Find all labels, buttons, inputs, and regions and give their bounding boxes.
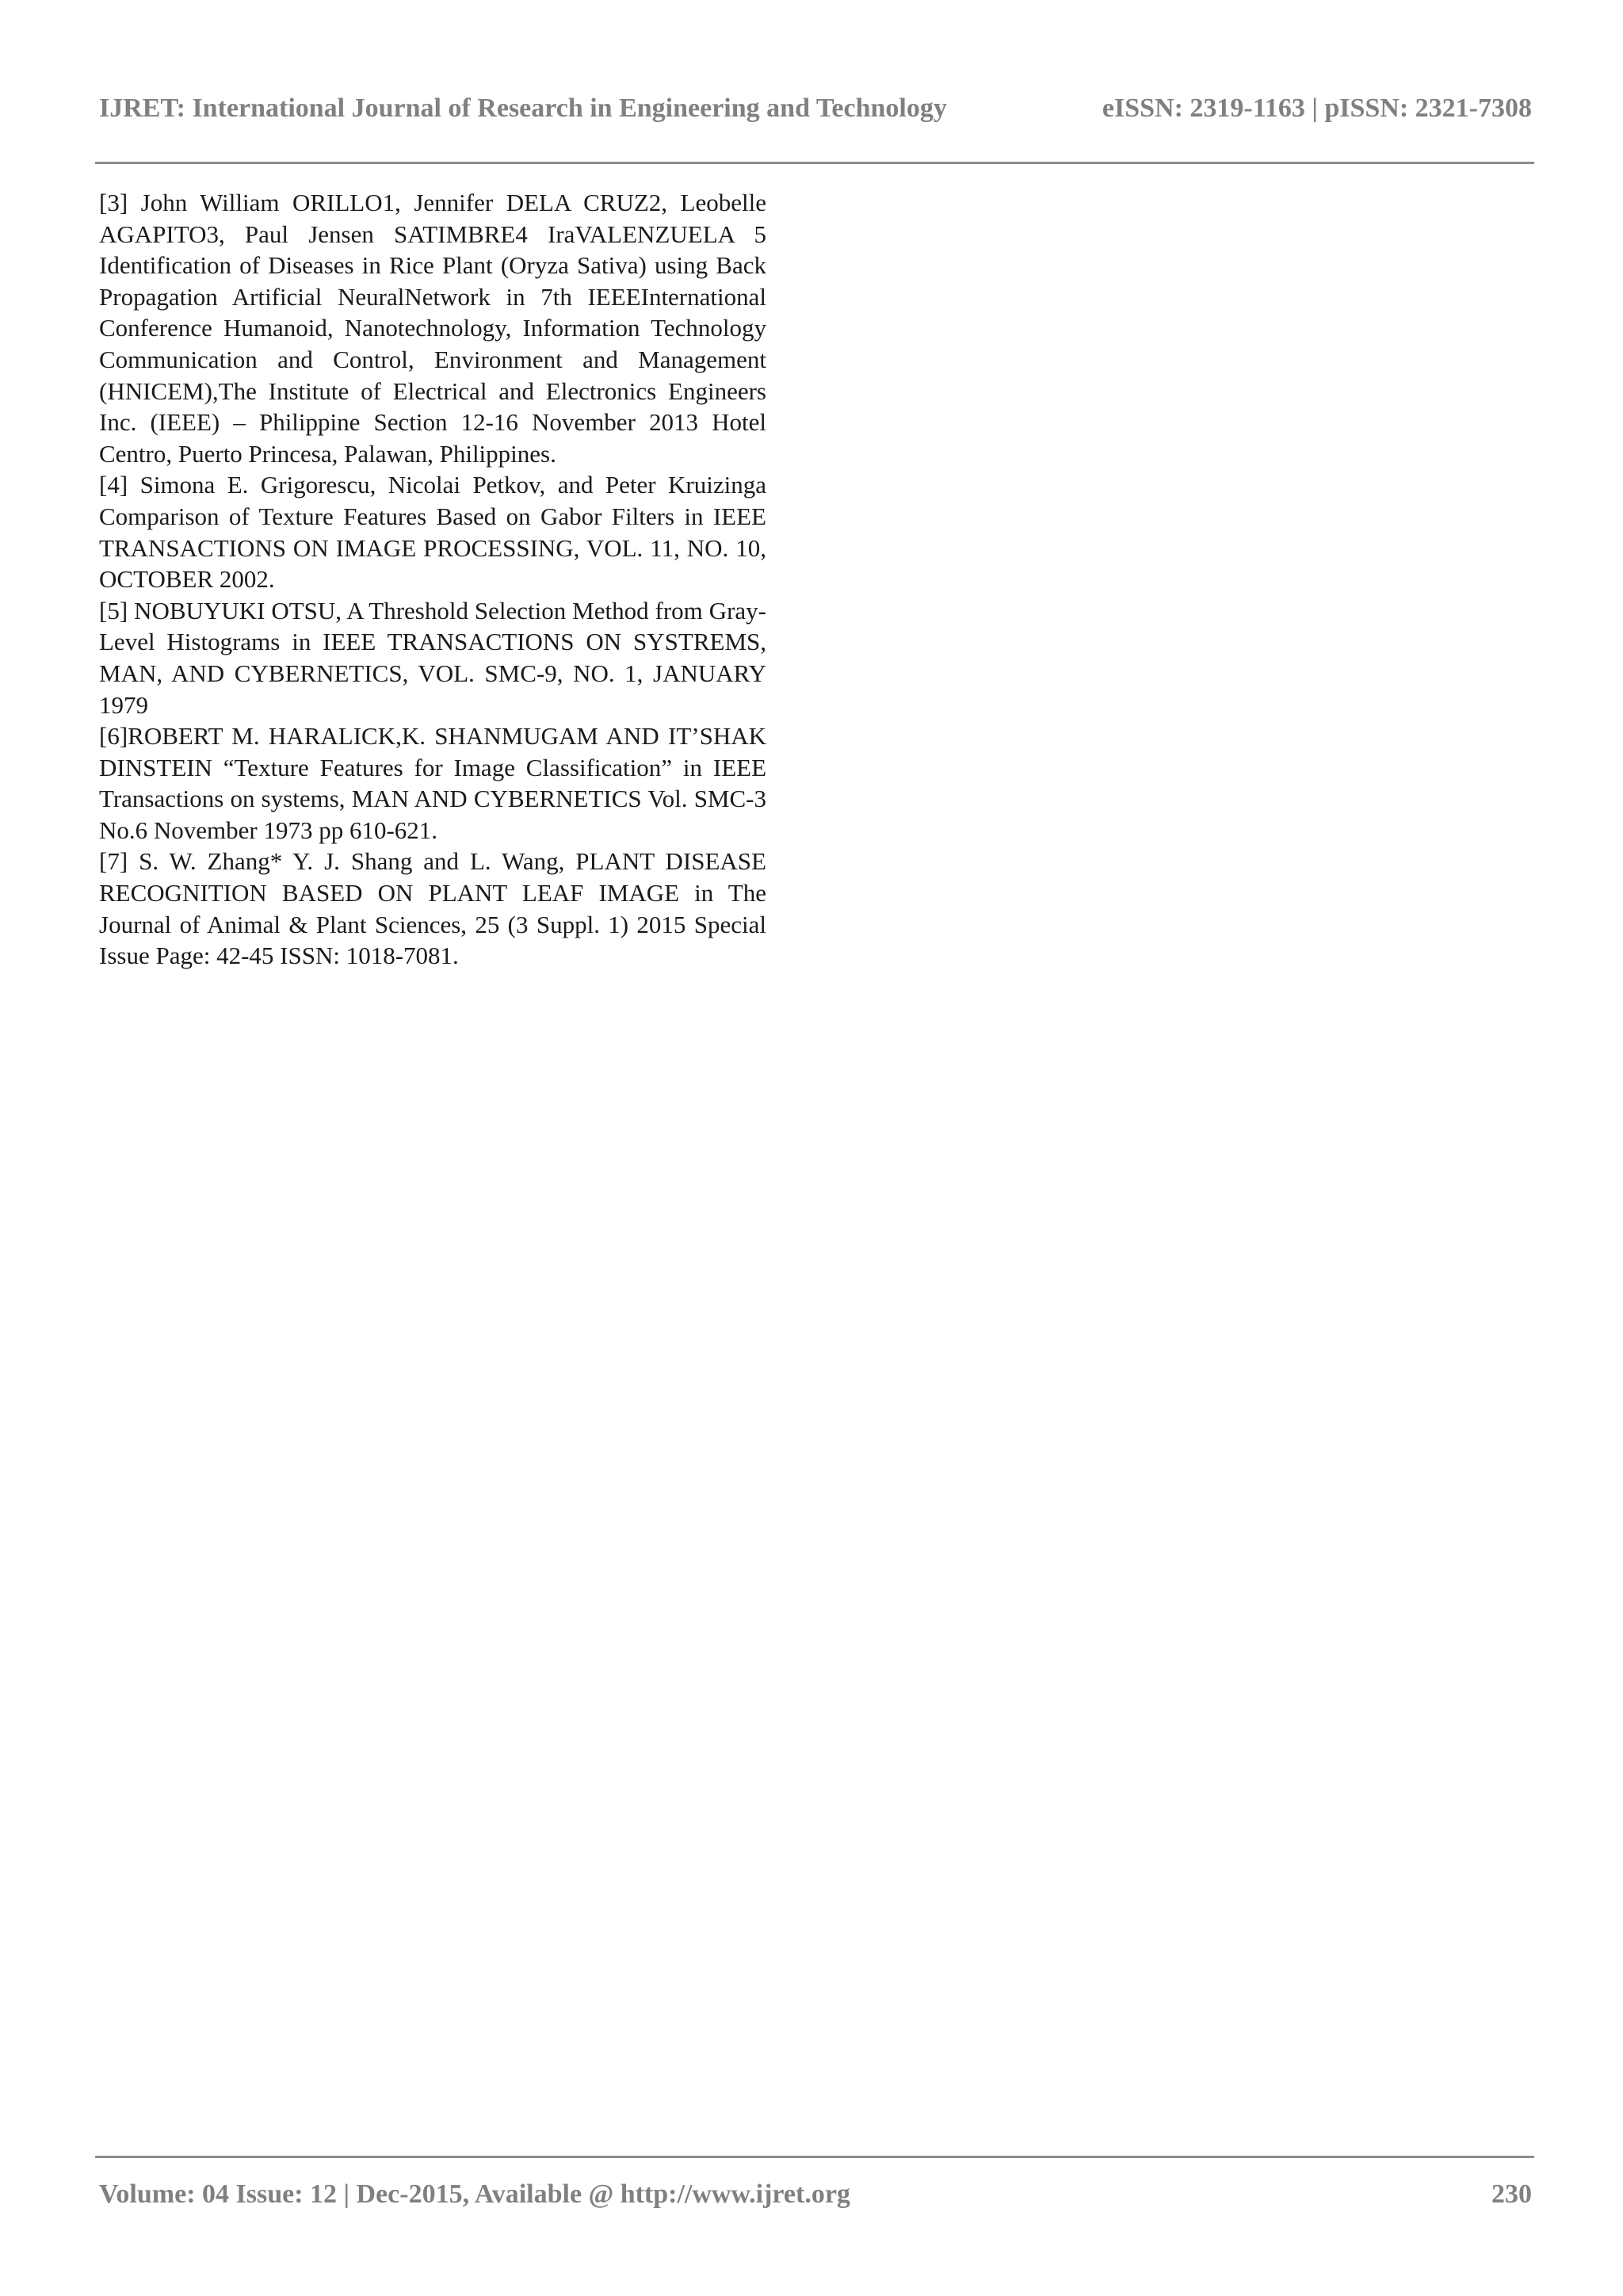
reference-item: [3] John William ORILLO1, Jennifer DELA CRUZ2, Leobelle AGAPITO3, Paul Jensen SATIMBRE4 IraVALENZUELA 5 Identification of Diseases in Rice Plant (Oryza Sativa) using Back Propagation Artificial NeuralNetwork in 7th IEEEInternational Conference Humanoid, Nanotechnology, Information Technology Communication and Control, Environment and Management (HNICEM),The Institute of Electrical and Electronics Engineers Inc. (IEEE) – Philippine Section 12-16 November 2013 Hotel Centro, Puerto Princesa, Palawan, Philippines. — [99, 189, 766, 468]
page-number: 230 — [1491, 2179, 1532, 2209]
journal-title: IJRET: International Journal of Research in Engineering and Technology — [99, 94, 947, 123]
reference-item: [6]ROBERT M. HARALICK,K. SHANMUGAM AND IT’SHAK DINSTEIN “Texture Features for Image Classification” in IEEE Transactions on systems, MAN AND CYBERNETICS Vol. SMC-3 No.6 November 1973 pp 610-621. — [99, 722, 766, 844]
header-divider — [95, 162, 1534, 164]
reference-item: [7] S. W. Zhang* Y. J. Shang and L. Wang, PLANT DISEASE RECOGNITION BASED ON PLANT LEAF IMAGE in The Journal of Animal & Plant Sciences, 25 (3 Suppl. 1) 2015 Special Issue Page: 42-45 ISSN: 1018-7081. — [99, 847, 766, 970]
reference-list — [99, 187, 766, 972]
issn-label: eISSN: 2319-1163 | pISSN: 2321-7308 — [1102, 94, 1532, 123]
page-header — [99, 94, 1532, 141]
reference-item: [5] NOBUYUKI OTSU, A Threshold Selection Method from Gray-Level Histograms in IEEE TRANSACTIONS ON SYSTREMS, MAN, AND CYBERNETICS, VOL. SMC-9, NO. 1, JANUARY 1979 — [99, 596, 766, 719]
reference-item: [4] Simona E. Grigorescu, Nicolai Petkov, and Peter Kruizinga Comparison of Texture Features Based on Gabor Filters in IEEE TRANSACTIONS ON IMAGE PROCESSING, VOL. 11, NO. 10, OCTOBER 2002. — [99, 471, 766, 594]
footer-divider — [95, 2156, 1534, 2158]
volume-info: Volume: 04 Issue: 12 | Dec-2015, Available @ http://www.ijret.org — [99, 2179, 850, 2209]
page-footer — [99, 2179, 1532, 2219]
